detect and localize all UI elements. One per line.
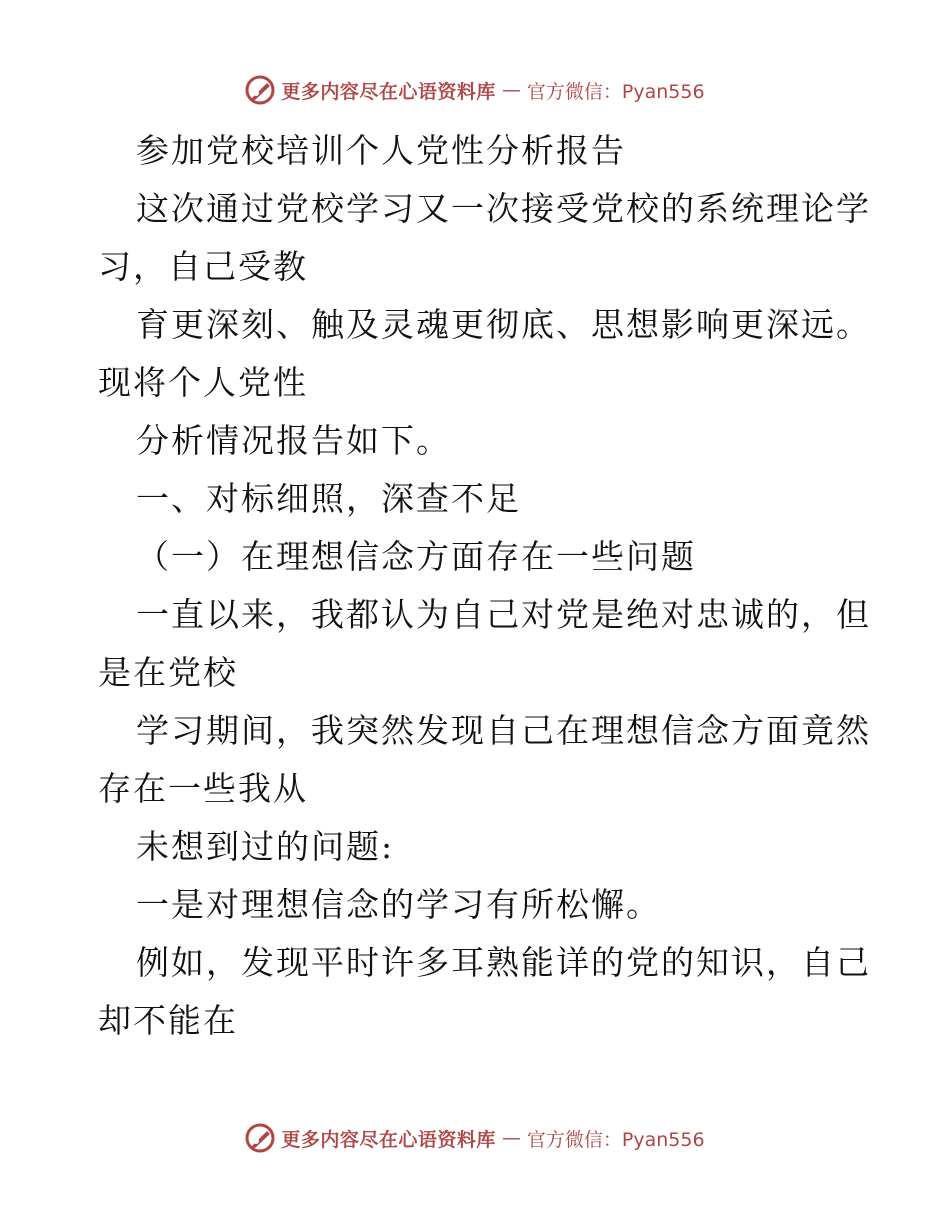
watermark-separator: — [501,79,521,101]
document-line: 一是对理想信念的学习有所松懈。 [136,885,661,924]
document-body [98,122,871,1050]
watermark-separator: — [501,1127,521,1149]
red-quill-logo-icon [245,75,275,105]
watermark-text: 更多内容尽在心语资料库 [281,80,496,103]
red-quill-logo-icon [245,1123,275,1153]
document-line: （一）在理想信念方面存在一些问题 [136,537,696,576]
document-line: 是在党校 [98,653,238,692]
document-line: 未想到过的问题: [136,827,395,866]
document-line: 例如，发现平时许多耳熟能详的党的知识，自己 [136,943,871,982]
document-line: 育更深刻、触及灵魂更彻底、思想影响更深远。 [136,305,871,344]
document-line: 参加党校培训个人党性分析报告 [136,131,626,170]
document-line: 分析情况报告如下。 [136,421,451,460]
document-line: 存在一些我从 [98,769,308,808]
document-line: 却不能在 [98,1001,238,1040]
watermark-text: 更多内容尽在心语资料库 [281,1128,496,1151]
footer-watermark [0,1118,950,1158]
document-line: 这次通过党校学习又一次接受党校的系统理论学 [136,189,871,228]
header-watermark [0,70,950,110]
document-line: 一、对标细照，深查不足 [136,479,521,518]
watermark-wechat: 官方微信：Pyan556 [526,80,705,103]
document-line: 学习期间，我突然发现自己在理想信念方面竟然 [136,711,871,750]
document-line: 一直以来，我都认为自己对党是绝对忠诚的，但 [136,595,871,634]
document-line: 现将个人党性 [98,363,308,402]
watermark-wechat: 官方微信：Pyan556 [526,1128,705,1151]
document-line: 习，自己受教 [98,247,308,286]
